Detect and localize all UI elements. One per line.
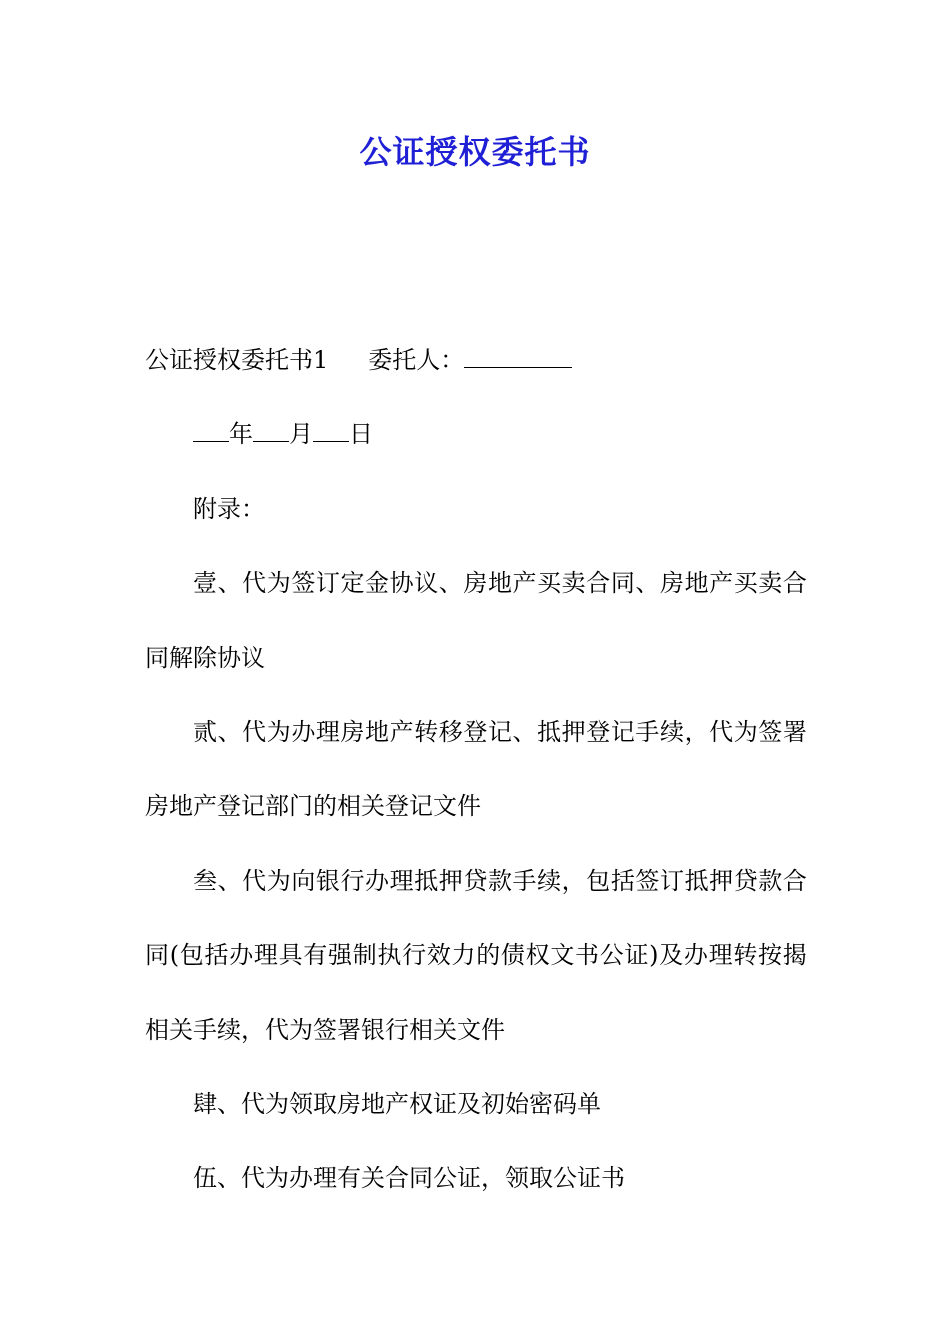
item-3-line-2-char: 权 [525, 941, 550, 970]
item-3-line-1-char: 款 [487, 866, 512, 895]
item-2-line-1-char: 贰 [193, 717, 217, 746]
item-3-line-2 [145, 918, 807, 992]
month-label: 月 [289, 420, 313, 449]
appendix-label: 附录： [193, 494, 265, 523]
item-1-line-1-char: 协 [389, 569, 414, 598]
item-1-line-1-char: 订 [315, 569, 340, 598]
item-2-line-2: 房地产登记部门的相关登记文件 [145, 792, 481, 821]
item-3-line-1-char: 包 [586, 866, 611, 895]
item-3-line-1-char: 括 [610, 866, 635, 895]
item-3-line-2-char: 转 [733, 941, 758, 970]
principal-blank [464, 347, 572, 368]
item-1-line-1-char: 房 [463, 569, 488, 598]
item-3-line-1 [145, 844, 807, 918]
item-1-line-1-char: 签 [291, 569, 316, 598]
document-body [145, 323, 807, 1216]
item-2-line-1-char: 署 [782, 717, 807, 746]
item-2-line-1-char: 签 [758, 717, 783, 746]
item-3-line-2-char: 债 [500, 941, 525, 970]
item-3-line-1-char: 押 [438, 866, 463, 895]
item-1-line-1-char: 定 [340, 569, 365, 598]
document-title: 公证授权委托书 [359, 133, 591, 171]
item-3-line-2-char: 证 [624, 941, 649, 970]
item-2-line-1 [145, 695, 807, 769]
item-3-line-1-char: 合 [782, 866, 807, 895]
item-3-line-2-char: 同 [145, 941, 169, 970]
header-label: 公证授权委托书1 [145, 346, 329, 374]
item-3-line-1-char: 贷 [463, 866, 488, 895]
month-blank [253, 421, 289, 442]
header-line [145, 323, 807, 397]
item-3-line-1-char: 订 [659, 866, 684, 895]
item-3-line-2-char: 办 [229, 941, 254, 970]
item-3-line-2-char: 效 [426, 941, 451, 970]
item-2-line-1-char: 为 [733, 717, 758, 746]
item-1-line-1-char: 产 [709, 569, 734, 598]
item-3-line-2-char: 包 [179, 941, 204, 970]
item-1-line-1-char: 合 [586, 569, 611, 598]
day-blank [313, 421, 349, 442]
item-3-line-1-char: 办 [365, 866, 390, 895]
item-3-line-2-char: 理 [708, 941, 733, 970]
item-1-line-1-char: 合 [782, 569, 807, 598]
item-1-line-1-char: 议 [414, 569, 439, 598]
item-2-line-1-char: 记 [487, 717, 512, 746]
year-blank [193, 421, 229, 442]
item-1-line-1-char: 、 [217, 569, 242, 598]
item-3-line-2-char: 力 [451, 941, 476, 970]
item-3-line-1-char: 行 [340, 866, 365, 895]
item-2-line-1-char: 理 [315, 717, 340, 746]
item-3-line-1-char: 银 [315, 866, 340, 895]
item-3-line-1-char: 为 [266, 866, 291, 895]
item-3-line-1-char: 抵 [414, 866, 439, 895]
item-3-line-1-char: ， [561, 866, 586, 895]
item-2-line-1-char: ， [684, 717, 709, 746]
item-3-line-1-char: 理 [389, 866, 414, 895]
item-3-line-1-char: 押 [709, 866, 734, 895]
item-2-line-1-char: 代 [709, 717, 734, 746]
item-2-line-1-char: 地 [365, 717, 390, 746]
item-1-line-1-char: 买 [733, 569, 758, 598]
item-3-line-1-char: 签 [635, 866, 660, 895]
item-3-line-2-char: 制 [352, 941, 377, 970]
item-2-line-1-char: 续 [659, 717, 684, 746]
item-3-line-2-char: 按 [758, 941, 783, 970]
item-3-line-2-char: 文 [550, 941, 575, 970]
item-1-line-1 [145, 546, 807, 620]
item-1-line-1-char: 买 [537, 569, 562, 598]
item-2-line-1-char: 手 [635, 717, 660, 746]
item-3-line-2-char: 有 [303, 941, 328, 970]
item-3-line-2-char: 书 [575, 941, 600, 970]
item-3-line-2-char: 办 [683, 941, 708, 970]
item-2-line-1-char: 、 [217, 717, 242, 746]
item-3-line-2-char: 公 [599, 941, 624, 970]
item-3-line-1-char: 向 [291, 866, 316, 895]
item-1-line-1-char: 地 [487, 569, 512, 598]
item-2-line-1-char: 代 [242, 717, 267, 746]
item-3-line-1-char: 手 [512, 866, 537, 895]
item-1-line-1-char: 同 [610, 569, 635, 598]
item-1-line-1-char: 、 [635, 569, 660, 598]
item-2-line-1-char: 登 [463, 717, 488, 746]
item-3-line-2-char: 括 [204, 941, 229, 970]
principal-label: 委托人： [368, 346, 465, 374]
item-3-line-2-char: 理 [253, 941, 278, 970]
year-label: 年 [229, 420, 253, 449]
item-2-line-1-char: 记 [610, 717, 635, 746]
item-2-line-1-char: 、 [512, 717, 537, 746]
item-1-line-1-char: 金 [365, 569, 390, 598]
item-3-line-1-char: 代 [242, 866, 267, 895]
item-2-line-1-char: 移 [438, 717, 463, 746]
item-1-line-1-char: 卖 [758, 569, 783, 598]
item-3-line-2-char: 行 [402, 941, 427, 970]
item-3-line-2-char: 及 [659, 941, 684, 970]
item-3-line-2-char: ) [649, 941, 659, 970]
item-3-line-2-char: 的 [476, 941, 501, 970]
item-3-line-1-char: 续 [537, 866, 562, 895]
item-1-line-1-char: 产 [512, 569, 537, 598]
item-3-line-3: 相关手续，代为签署银行相关文件 [145, 1015, 505, 1044]
item-3-line-2-char: 具 [278, 941, 303, 970]
item-2-line-1-char: 为 [266, 717, 291, 746]
item-3-line-2-char: ( [169, 941, 180, 970]
item-2-line-1-char: 押 [561, 717, 586, 746]
item-3-line-1-char: 叁 [193, 866, 217, 895]
item-1-line-2: 同解除协议 [145, 643, 265, 672]
item-1-line-1-char: 为 [266, 569, 291, 598]
item-2-line-1-char: 登 [586, 717, 611, 746]
item-1-line-1-char: 、 [438, 569, 463, 598]
item-2-line-1-char: 抵 [537, 717, 562, 746]
date-line [145, 397, 807, 471]
item-3-line-1-char: 、 [217, 866, 242, 895]
item-2-line-1-char: 转 [414, 717, 439, 746]
item-3-line-2-char: 强 [328, 941, 352, 970]
item-2-line-1-char: 产 [389, 717, 414, 746]
item-5: 伍、代为办理有关合同公证，领取公证书 [193, 1164, 625, 1193]
item-3-line-2-char: 揭 [782, 941, 807, 970]
item-1-line-1-char: 代 [242, 569, 267, 598]
item-3-line-1-char: 款 [758, 866, 783, 895]
item-1-line-1-char: 房 [659, 569, 684, 598]
item-2-line-1-char: 房 [340, 717, 365, 746]
item-3-line-1-char: 贷 [733, 866, 758, 895]
item-3-line-2-char: 执 [377, 941, 402, 970]
item-1-line-1-char: 卖 [561, 569, 586, 598]
day-label: 日 [349, 420, 373, 449]
item-1-line-1-char: 地 [684, 569, 709, 598]
item-4: 肆、代为领取房地产权证及初始密码单 [193, 1089, 601, 1118]
item-3-line-1-char: 抵 [684, 866, 709, 895]
item-1-line-1-char: 壹 [193, 569, 217, 598]
item-2-line-1-char: 办 [291, 717, 316, 746]
